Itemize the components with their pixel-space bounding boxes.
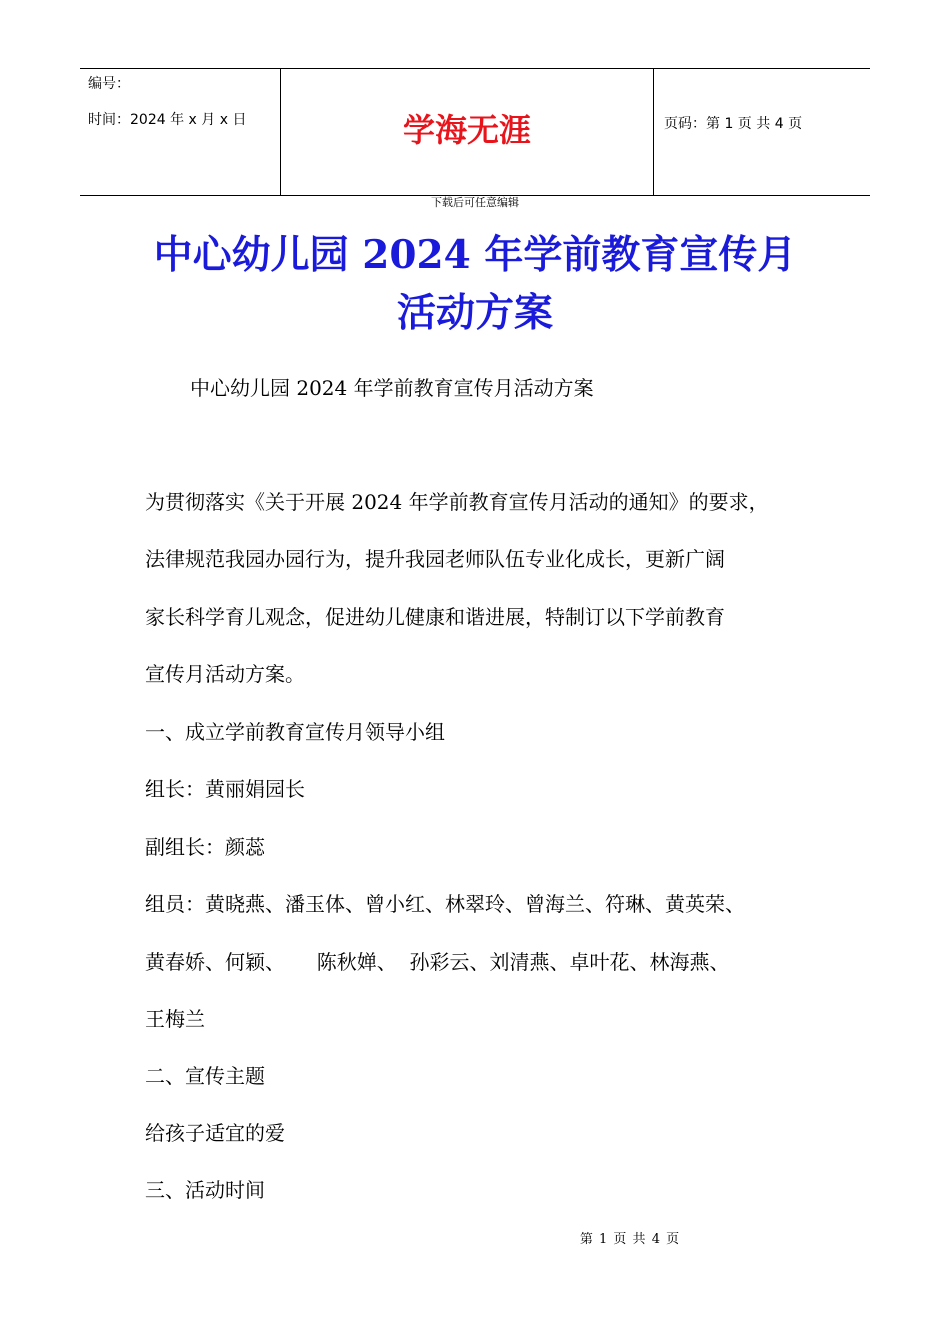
paragraph-line: 法律规范我园办园行为，提升我园老师队伍专业化成长，更新广阔 (145, 547, 725, 571)
document-time-label: 时间：2024 年 x 月 x 日 (88, 112, 247, 128)
editable-note: 下载后可任意编辑 (431, 196, 519, 209)
paragraph-line: 王梅兰 (145, 1007, 205, 1031)
document-title (100, 226, 850, 342)
header-meta-cell (80, 69, 281, 195)
document-code-label: 编号： (88, 76, 130, 92)
paragraph-line: 组长：黄丽娟园长 (145, 777, 305, 801)
paragraph-line: 黄春娇、何颖、 陈秋婵、 孙彩云、刘清燕、卓叶花、林海燕、 (145, 950, 730, 974)
document-title-line-1: 中心幼儿园 2024 年学前教育宣传月 (153, 232, 797, 278)
page-info-label: 页码：第 1 页 共 4 页 (664, 116, 803, 132)
document-header-table (80, 68, 870, 196)
header-page-cell (654, 69, 870, 195)
paragraph-line: 家长科学育儿观念，促进幼儿健康和谐进展，特制订以下学前教育 (145, 605, 725, 629)
document-subtitle: 中心幼儿园 2024 年学前教育宣传月活动方案 (190, 376, 594, 400)
paragraph-line: 为贯彻落实《关于开展 2024 年学前教育宣传月活动的通知》的要求， (145, 490, 769, 514)
header-brand-cell (281, 69, 654, 195)
brand-title: 学海无涯 (402, 111, 531, 149)
section-heading: 一、成立学前教育宣传月领导小组 (145, 720, 445, 744)
paragraph-line: 组员：黄晓燕、潘玉体、曾小红、林翠玲、曾海兰、符琳、黄英荣、 (145, 892, 745, 916)
paragraph-line: 给孩子适宜的爱 (145, 1121, 285, 1145)
page-footer: 第 1 页 共 4 页 (579, 1232, 681, 1247)
document-title-line-2: 活动方案 (396, 290, 553, 336)
section-heading: 二、宣传主题 (145, 1064, 265, 1088)
paragraph-line: 宣传月活动方案。 (145, 662, 305, 686)
section-heading: 三、活动时间 (145, 1178, 265, 1202)
paragraph-line: 副组长：颜蕊 (145, 835, 265, 859)
